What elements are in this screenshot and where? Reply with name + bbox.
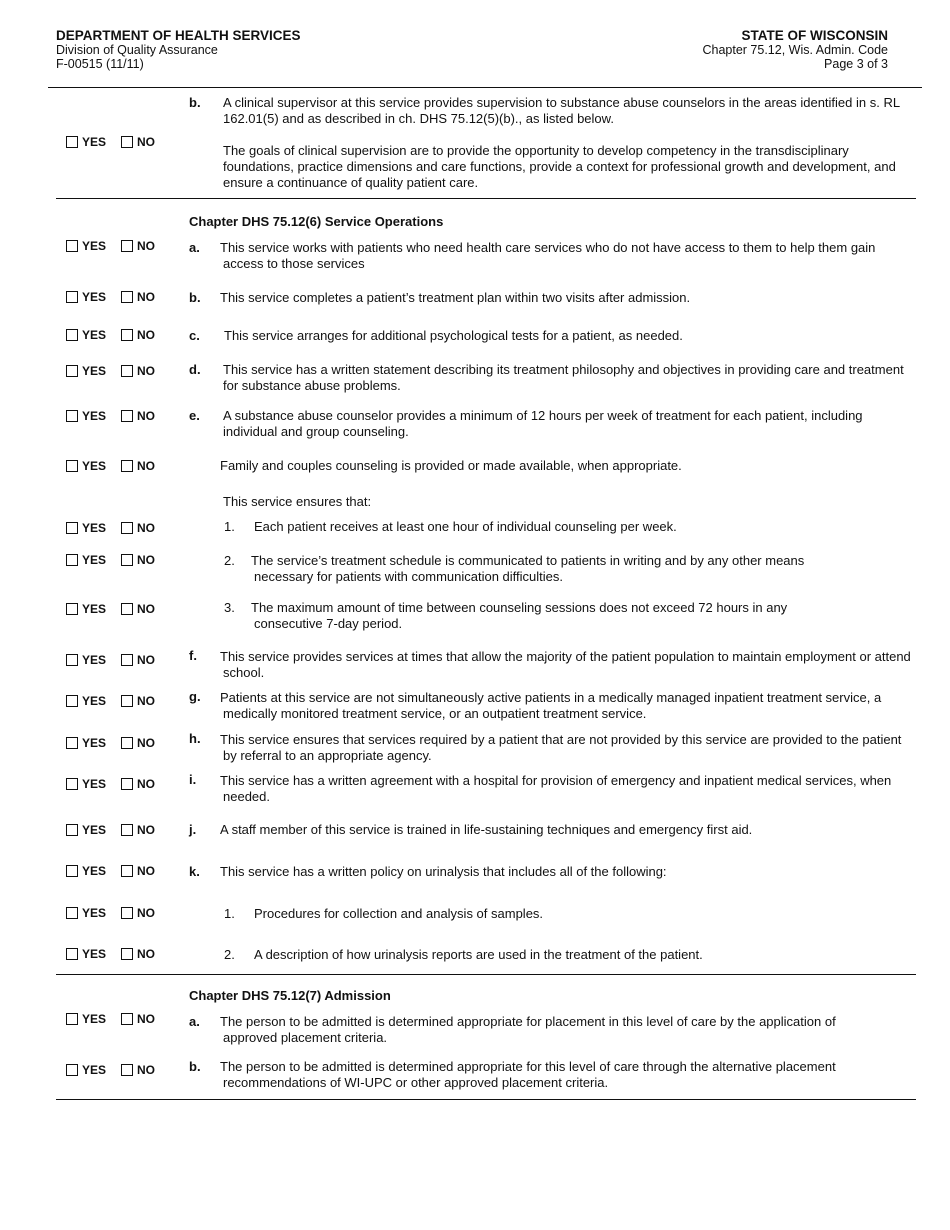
yes-no-group xyxy=(66,1011,170,1027)
yes-checkbox[interactable] xyxy=(66,1064,78,1076)
yes-no-group xyxy=(66,735,170,751)
no-option[interactable]: NO xyxy=(121,289,155,305)
no-option[interactable]: NO xyxy=(121,946,155,962)
yes-no-group xyxy=(66,289,170,305)
no-checkbox[interactable] xyxy=(121,737,133,749)
no-checkbox[interactable] xyxy=(121,695,133,707)
item-marker: b. xyxy=(189,1059,201,1074)
item-text: Family and couples counseling is provided or made available, when appropriate. xyxy=(220,458,682,473)
item-text: A clinical supervisor at this service provides supervision to substance abuse counselors in the areas identified in s. RL 162.01(5) and as described in ch. DHS 75.12(5)(b)., as listed below. xyxy=(223,95,900,126)
goals-text: The goals of clinical supervision are to provide the opportunity to develop competency in the transdisciplinary foundations, practice dimensions and care functions, provide a context for professional growth and development, and ensure a continuance of quality patient care. xyxy=(223,143,896,190)
yes-checkbox[interactable] xyxy=(66,522,78,534)
sub-item-text: The maximum amount of time between counseling sessions does not exceed 72 hours in any consecutive 7-day period. xyxy=(251,600,788,631)
no-option[interactable]: NO xyxy=(121,905,155,921)
yes-option[interactable]: YES xyxy=(66,652,106,668)
state-title: STATE OF WISCONSIN xyxy=(741,28,888,43)
no-option[interactable]: NO xyxy=(121,458,155,474)
department-title: DEPARTMENT OF HEALTH SERVICES xyxy=(56,28,301,43)
header-left xyxy=(56,28,301,71)
yes-option[interactable]: YES xyxy=(66,863,106,879)
yes-option[interactable]: YES xyxy=(66,601,106,617)
form-id: F-00515 (11/11) xyxy=(56,57,144,71)
yes-option[interactable]: YES xyxy=(66,363,106,379)
yes-checkbox[interactable] xyxy=(66,824,78,836)
ensures-intro: This service ensures that: xyxy=(223,494,372,509)
no-checkbox[interactable] xyxy=(121,907,133,919)
yes-option[interactable]: YES xyxy=(66,458,106,474)
yes-option[interactable]: YES xyxy=(66,289,106,305)
no-option[interactable]: NO xyxy=(121,693,155,709)
item-marker: k. xyxy=(189,864,200,879)
item-marker: b. xyxy=(189,290,201,305)
yes-option[interactable]: YES xyxy=(66,552,106,568)
yes-checkbox[interactable] xyxy=(66,410,78,422)
item-marker: h. xyxy=(189,731,201,746)
yes-checkbox[interactable] xyxy=(66,329,78,341)
yes-checkbox[interactable] xyxy=(66,603,78,615)
item-text: The person to be admitted is determined appropriate for placement in this level of care by the application of approved placement criteria. xyxy=(220,1014,836,1045)
no-checkbox[interactable] xyxy=(121,460,133,472)
chapter-ref: Chapter 75.12, Wis. Admin. Code xyxy=(702,43,888,57)
sub-item-number: 2. xyxy=(224,947,235,962)
sub-item-text: The service’s treatment schedule is communicated to patients in writing and by any other means necessary for patients with communication difficulties. xyxy=(251,553,805,584)
no-option[interactable]: NO xyxy=(121,776,155,792)
item-text: This service has a written agreement with a hospital for provision of emergency and inpatient medical services, when needed. xyxy=(220,773,892,804)
yes-no-group xyxy=(66,327,170,343)
yes-no-group xyxy=(66,408,170,424)
item-text: This service has a written statement describing its treatment philosophy and objectives in providing care and treatment for substance abuse problems. xyxy=(223,362,904,393)
item-marker: a. xyxy=(189,1014,200,1029)
item-text: This service ensures that services required by a patient that are not provided by this service are provided to the patient by referral to an appropriate agency. xyxy=(220,732,902,763)
yes-checkbox[interactable] xyxy=(66,1013,78,1025)
no-checkbox[interactable] xyxy=(121,1013,133,1025)
yes-no-group xyxy=(66,134,170,150)
yes-option[interactable]: YES xyxy=(66,905,106,921)
no-option[interactable]: NO xyxy=(121,238,155,254)
yes-no-group xyxy=(66,863,170,879)
yes-option[interactable]: YES xyxy=(66,327,106,343)
sub-item-text: Procedures for collection and analysis of samples. xyxy=(254,906,544,921)
item-marker: d. xyxy=(189,362,201,377)
yes-option[interactable]: YES xyxy=(66,776,106,792)
page-number: Page 3 of 3 xyxy=(824,57,888,71)
sub-item-number: 1. xyxy=(224,906,235,921)
no-checkbox[interactable] xyxy=(121,365,133,377)
yes-option[interactable]: YES xyxy=(66,134,106,150)
yes-checkbox[interactable] xyxy=(66,737,78,749)
no-option[interactable]: NO xyxy=(121,134,155,150)
yes-checkbox[interactable] xyxy=(66,460,78,472)
section-heading: Chapter DHS 75.12(6) Service Operations xyxy=(189,214,444,229)
yes-checkbox[interactable] xyxy=(66,291,78,303)
yes-checkbox[interactable] xyxy=(66,554,78,566)
footer-divider xyxy=(56,1099,916,1100)
item-marker: f. xyxy=(189,648,197,663)
yes-option[interactable]: YES xyxy=(66,238,106,254)
section-divider xyxy=(56,974,916,975)
item-marker: j. xyxy=(189,822,197,837)
item-text: This service has a written policy on urinalysis that includes all of the following: xyxy=(220,864,667,879)
no-checkbox[interactable] xyxy=(121,554,133,566)
yes-no-group xyxy=(66,552,170,568)
yes-no-group xyxy=(66,601,170,617)
yes-checkbox[interactable] xyxy=(66,865,78,877)
yes-checkbox[interactable] xyxy=(66,365,78,377)
no-option[interactable]: NO xyxy=(121,552,155,568)
yes-no-group xyxy=(66,946,170,962)
no-checkbox[interactable] xyxy=(121,410,133,422)
sub-item-number: 2. xyxy=(224,553,235,568)
no-option[interactable]: NO xyxy=(121,520,155,536)
no-option[interactable]: NO xyxy=(121,601,155,617)
no-checkbox[interactable] xyxy=(121,1064,133,1076)
no-checkbox[interactable] xyxy=(121,778,133,790)
item-text: A staff member of this service is trained in life-sustaining techniques and emergency first aid. xyxy=(220,822,753,837)
no-checkbox[interactable] xyxy=(121,240,133,252)
item-text: This service provides services at times that allow the majority of the patient population to maintain employment or attend school. xyxy=(220,649,911,680)
no-option[interactable]: NO xyxy=(121,408,155,424)
item-marker: b. xyxy=(189,95,201,110)
yes-checkbox[interactable] xyxy=(66,907,78,919)
no-checkbox[interactable] xyxy=(121,136,133,148)
sub-item-text: Each patient receives at least one hour of individual counseling per week. xyxy=(254,519,677,534)
yes-option[interactable]: YES xyxy=(66,1011,106,1027)
no-checkbox[interactable] xyxy=(121,603,133,615)
yes-option[interactable]: YES xyxy=(66,946,106,962)
yes-no-group xyxy=(66,652,170,668)
no-checkbox[interactable] xyxy=(121,824,133,836)
yes-no-group xyxy=(66,458,170,474)
item-text: Patients at this service are not simultaneously active patients in a medically managed inpatient treatment service, a medically monitored treatment service, or an outpatient treatment service. xyxy=(220,690,882,721)
no-option[interactable]: NO xyxy=(121,735,155,751)
no-option[interactable]: NO xyxy=(121,363,155,379)
no-checkbox[interactable] xyxy=(121,865,133,877)
no-checkbox[interactable] xyxy=(121,291,133,303)
no-option[interactable]: NO xyxy=(121,863,155,879)
yes-option[interactable]: YES xyxy=(66,693,106,709)
yes-option[interactable]: YES xyxy=(66,520,106,536)
no-checkbox[interactable] xyxy=(121,654,133,666)
header-right xyxy=(702,28,888,71)
no-option[interactable]: NO xyxy=(121,652,155,668)
yes-option[interactable]: YES xyxy=(66,735,106,751)
item-text: This service completes a patient’s treatment plan within two visits after admission. xyxy=(220,290,691,305)
yes-no-group xyxy=(66,520,170,536)
division-name: Division of Quality Assurance xyxy=(56,43,218,57)
yes-checkbox[interactable] xyxy=(66,778,78,790)
item-marker: a. xyxy=(189,240,200,255)
yes-checkbox[interactable] xyxy=(66,240,78,252)
yes-checkbox[interactable] xyxy=(66,948,78,960)
yes-no-group xyxy=(66,363,170,379)
item-marker: e. xyxy=(189,408,200,423)
yes-no-group xyxy=(66,693,170,709)
header-divider xyxy=(48,87,922,88)
no-option[interactable]: NO xyxy=(121,822,155,838)
item-text: This service arranges for additional psychological tests for a patient, as needed. xyxy=(224,328,683,343)
item-text: A substance abuse counselor provides a minimum of 12 hours per week of treatment for each patient, including individual and group counseling. xyxy=(223,408,863,439)
yes-checkbox[interactable] xyxy=(66,695,78,707)
yes-option[interactable]: YES xyxy=(66,408,106,424)
no-checkbox[interactable] xyxy=(121,329,133,341)
item-marker: g. xyxy=(189,689,201,704)
no-option[interactable]: NO xyxy=(121,1011,155,1027)
section-divider xyxy=(56,198,916,199)
no-option[interactable]: NO xyxy=(121,327,155,343)
yes-checkbox[interactable] xyxy=(66,654,78,666)
yes-no-group xyxy=(66,905,170,921)
item-marker: c. xyxy=(189,328,200,343)
yes-no-group xyxy=(66,238,170,254)
yes-option[interactable]: YES xyxy=(66,1062,106,1078)
no-option[interactable]: NO xyxy=(121,1062,155,1078)
section-heading: Chapter DHS 75.12(7) Admission xyxy=(189,988,391,1003)
sub-item-number: 1. xyxy=(224,519,235,534)
item-text: This service works with patients who need health care services who do not have access to them to help them gain access to those services xyxy=(220,240,876,271)
yes-no-group xyxy=(66,776,170,792)
sub-item-text: A description of how urinalysis reports are used in the treatment of the patient. xyxy=(254,947,703,962)
yes-option[interactable]: YES xyxy=(66,822,106,838)
no-checkbox[interactable] xyxy=(121,522,133,534)
yes-no-group xyxy=(66,822,170,838)
no-checkbox[interactable] xyxy=(121,948,133,960)
yes-no-group xyxy=(66,1062,170,1078)
sub-item-number: 3. xyxy=(224,600,235,615)
yes-checkbox[interactable] xyxy=(66,136,78,148)
item-marker: i. xyxy=(189,772,197,787)
item-text: The person to be admitted is determined appropriate for this level of care through the alternative placement recommendations of WI-UPC or other approved placement criteria. xyxy=(220,1059,836,1090)
